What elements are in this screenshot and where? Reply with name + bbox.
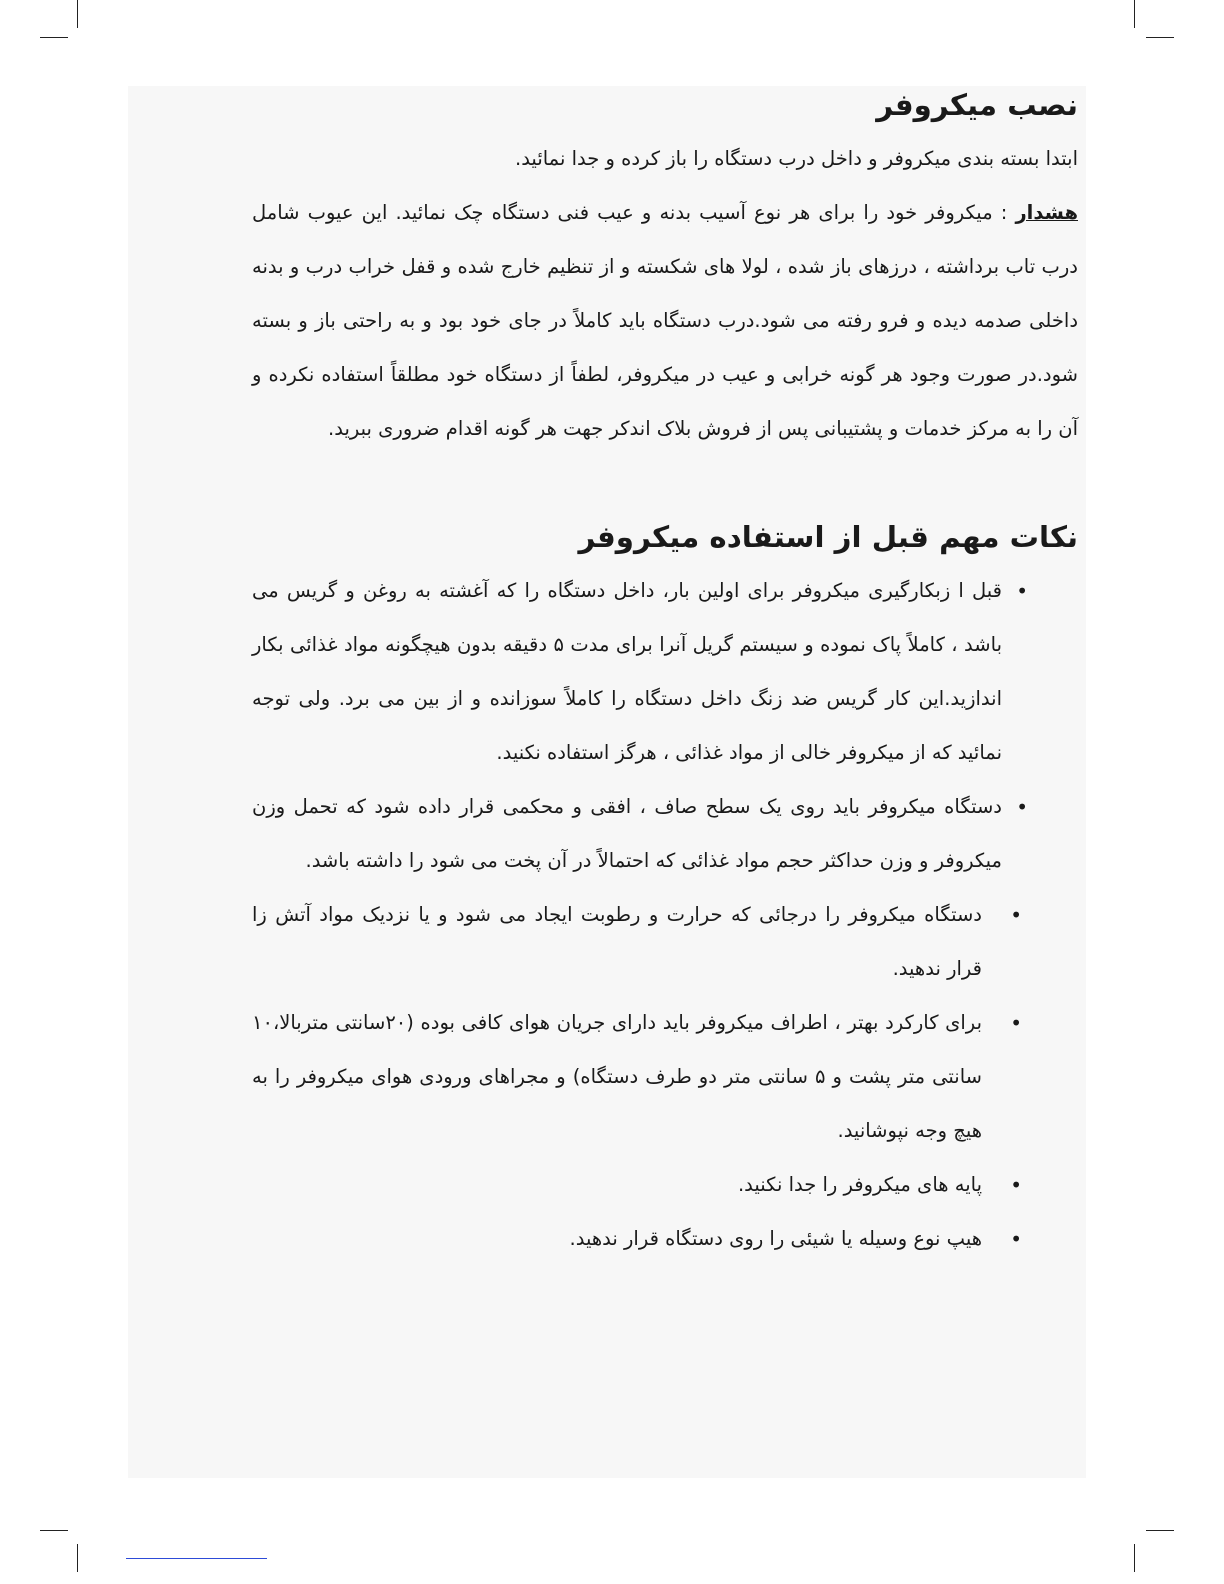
section-spacer (252, 456, 1078, 510)
list-item: • دستگاه میکروفر را درجائی که حرارت و رطوبت ایجاد می شود و یا نزدیک مواد آتش زا قرار ندهید. (252, 888, 1078, 996)
crop-mark (40, 37, 68, 38)
warning-paragraph (252, 186, 1078, 456)
warning-label: هشدار (1015, 201, 1078, 224)
section-title-precautions: نکات مهم قبل از استفاده میکروفر (578, 520, 1078, 554)
crop-mark (1134, 0, 1135, 28)
list-item: • دستگاه میکروفر باید روی یک سطح صاف ، افقی و محکمی قرار داده شود که تحمل وزن میکروفر و وزن حداکثر حجم مواد غذائی که احتمالاً در آن پخت می شود را داشته باشد. (252, 780, 1078, 888)
footnote-separator (126, 1558, 267, 1559)
warning-text: : میکروفر خود را برای هر نوع آسیب بدنه و عیب فنی دستگاه چک نمائید. این عیوب شامل درب تاب برداشته ، درزهای باز شده ، لولا های شکسته و از تنظیم خارج شده و قفل خراب درب و بدنه داخلی صدمه دیده و فرو رفته می شود.درب دستگاه باید کاملاً در جای خود بود و به راحتی باز و بسته شود.در صورت وجود هر گونه خرابی و عیب در میکروفر، لطفاً از دستگاه خود مطلقاً استفاده نکرده و آن را به مرکز خدمات و پشتیبانی پس از فروش بلاک اندکر جهت هر گونه اقدام ضروری ببرید. (252, 201, 1078, 440)
list-item: • هیپ نوع وسیله یا شیئی را روی دستگاه قرار ندهید. (252, 1212, 1078, 1266)
intro-paragraph: ابتدا بسته بندی میکروفر و داخل درب دستگاه را باز کرده و جدا نمائید. (515, 147, 1078, 170)
list-item: • قبل ا زبکارگیری میکروفر برای اولین بار، داخل دستگاه را که آغشته به روغن و گریس می باشد ، کاملاً پاک نموده و سیستم گریل آنرا برای مدت ۵ دقیقه بدون هیچگونه مواد غذائی بکار اندازید.این کار گریس ضد زنگ داخل دستگاه را کاملاً سوزانده و از بین می برد. ولی توجه نمائید که از میکروفر خالی از مواد غذائی ، هرگز استفاده نکنید. (252, 564, 1078, 780)
document-body (252, 78, 1078, 1266)
crop-mark (40, 1530, 68, 1531)
crop-mark (1146, 1530, 1174, 1531)
section-title-installation: نصب میکروفر (876, 88, 1078, 122)
list-item: • برای کارکرد بهتر ، اطراف میکروفر باید دارای جریان هوای کافی بوده (۲۰سانتی متربالا،۱۰ سانتی متر پشت و ۵ سانتی متر دو طرف دستگاه) و مجراهای ورودی هوای میکروفر را به هیچ وجه نپوشانید. (252, 996, 1078, 1158)
crop-mark (1134, 1544, 1135, 1572)
list-item: • پایه های میکروفر را جدا نکنید. (252, 1158, 1078, 1212)
precautions-list (252, 564, 1078, 1266)
crop-mark (77, 0, 78, 28)
crop-mark (77, 1544, 78, 1572)
crop-mark (1146, 37, 1174, 38)
